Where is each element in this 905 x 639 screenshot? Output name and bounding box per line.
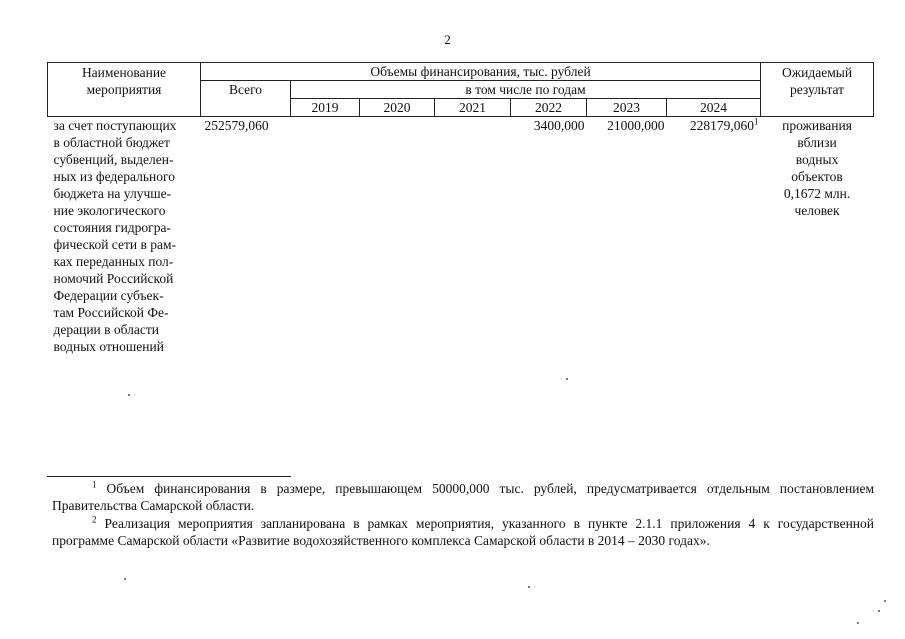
result-line: водных — [795, 152, 839, 167]
footnote-1-mark: 1 — [92, 479, 97, 490]
scan-speck — [857, 622, 859, 624]
header-result-column: Ожидаемый результат — [761, 63, 874, 117]
activity-name-line: ных из федерального — [53, 169, 175, 184]
header-year-2024: 2024 — [667, 99, 761, 117]
activity-name-line: субвенций, выделен- — [53, 152, 174, 167]
value-2024-amount: 228179,060 — [689, 118, 755, 133]
scan-speck — [884, 600, 886, 602]
header-by-years: в том числе по годам — [291, 81, 761, 99]
activity-name-line: дерации в области — [53, 322, 160, 337]
scan-speck — [528, 586, 530, 588]
activity-name-line: там Российской Фе- — [53, 305, 169, 320]
scan-speck — [566, 378, 568, 380]
expected-result — [761, 117, 874, 356]
scan-speck — [128, 394, 130, 396]
activity-name-line: фической сети в рам- — [53, 237, 176, 252]
activity-name-line: бюджета на улучше- — [53, 186, 172, 201]
footnote-2 — [52, 515, 874, 549]
header-year-2022: 2022 — [511, 99, 587, 117]
activity-name-line: водных отношений — [53, 339, 164, 354]
value-2021 — [435, 117, 511, 356]
result-line: 0,1672 млн. — [783, 186, 851, 201]
header-total-column: Всего — [201, 81, 291, 117]
result-line: объектов — [791, 169, 843, 184]
header-year-2023: 2023 — [587, 99, 667, 117]
result-line: человек — [794, 203, 840, 218]
value-2020 — [360, 117, 435, 356]
footnote-2-mark: 2 — [92, 514, 97, 525]
footnote-separator — [47, 476, 291, 477]
result-line: вблизи — [797, 135, 837, 150]
footnote-1-text: Объем финансирования в размере, превышающем 50000,000 тыс. рублей, предусматривается отдельным постановлением Правительства Самарской области. — [52, 481, 874, 513]
header-funding-group: Объемы финансирования, тыс. рублей — [201, 63, 761, 81]
activity-name-line: состояния гидрогра- — [53, 220, 171, 235]
value-2022: 3400,000 — [533, 118, 585, 133]
funding-table — [47, 62, 874, 355]
activity-name-line: ках переданных пол- — [53, 254, 174, 269]
value-2023: 21000,000 — [607, 118, 665, 133]
scan-speck — [124, 578, 126, 580]
page-number: 2 — [444, 32, 451, 47]
activity-name-line: номочий Российской — [53, 271, 174, 286]
table-row — [48, 117, 874, 356]
activity-name-line: за счет поступающих — [53, 118, 177, 133]
value-2019 — [291, 117, 360, 356]
header-year-2020: 2020 — [360, 99, 435, 117]
footnote-2-text: Реализация мероприятия запланирована в рамках мероприятия, указанного в пункте 2.1.1 приложения 4 к государственной программе Самарской области «Развитие водохозяйственного комплекса Самарской области в 2014 – 2030 годах». — [52, 516, 874, 548]
scan-speck — [878, 610, 880, 612]
activity-name — [48, 117, 201, 356]
activity-name-line: Федерации субъек- — [53, 288, 164, 303]
header-name-column: Наименование мероприятия — [48, 63, 201, 117]
footnote-1 — [52, 480, 874, 514]
result-line: проживания — [782, 118, 852, 133]
footnote-ref-1: 1 — [754, 116, 759, 127]
activity-name-line: ние экологического — [53, 203, 166, 218]
header-year-2021: 2021 — [435, 99, 511, 117]
value-2024 — [667, 117, 761, 356]
activity-name-line: в областной бюджет — [53, 135, 170, 150]
total-value: 252579,060 — [204, 118, 269, 133]
header-year-2019: 2019 — [291, 99, 360, 117]
